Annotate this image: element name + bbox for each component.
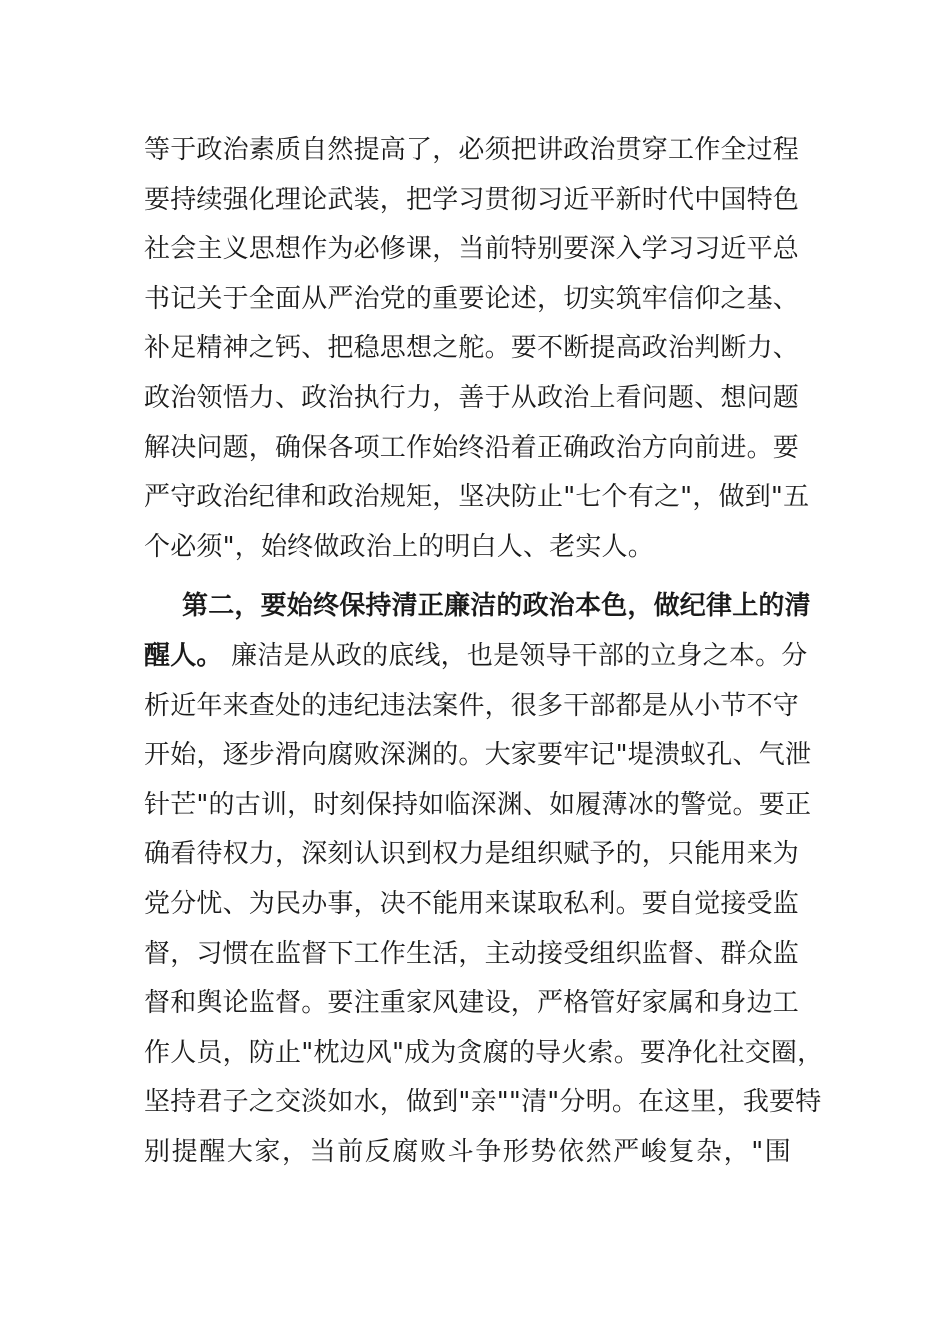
text-line: 针芒"的古训，时刻保持如临深渊、如履薄冰的警觉。要正 bbox=[144, 789, 812, 820]
text-line: 作人员，防止"枕边风"成为贪腐的导火索。要净化社交圈， bbox=[144, 1037, 824, 1068]
text-line: 解决问题，确保各项工作始终沿着正确政治方向前进。要 bbox=[144, 432, 800, 463]
text-line: 个必须"，始终做政治上的明白人、老实人。 bbox=[144, 531, 654, 562]
text-line: 确看待权力，深刻认识到权力是组织赋予的，只能用来为 bbox=[144, 839, 800, 870]
text-line: 督，习惯在监督下工作生活，主动接受组织监督、群众监 bbox=[144, 938, 800, 969]
text-line: 坚持君子之交淡如水，做到"亲""清"分明。在这里，我要特 bbox=[144, 1087, 822, 1118]
text-line: 督和舆论监督。要注重家风建设，严格管好家属和身边工 bbox=[144, 988, 800, 1019]
text-fragment: 廉洁是从政的底线，也是领导干部的立身之本。分 bbox=[222, 640, 808, 671]
text-line: 要持续强化理论武装，把学习贯彻习近平新时代中国特色 bbox=[144, 184, 800, 215]
text-line: 等于政治素质自然提高了，必须把讲政治贯穿工作全过程 bbox=[144, 135, 800, 165]
text-line: 政治领悟力、政治执行力，善于从政治上看问题、想问题 bbox=[144, 382, 800, 413]
text-line: 别提醒大家，当前反腐败斗争形势依然严峻复杂，"围 bbox=[144, 1136, 793, 1167]
paragraph-2 bbox=[144, 582, 824, 1177]
text-line: 社会主义思想作为必修课，当前特别要深入学习习近平总 bbox=[144, 234, 800, 265]
text-line: 补足精神之钙、把稳思想之舵。要不断提高政治判断力、 bbox=[144, 333, 800, 364]
text-line: 析近年来查处的违纪违法案件，很多干部都是从小节不守 bbox=[144, 690, 800, 721]
paragraph-1 bbox=[144, 126, 808, 572]
text-line: 党分忧、为民办事，决不能用来谋取私利。要自觉接受监 bbox=[144, 888, 800, 919]
section-heading-end: 醒人。 bbox=[144, 640, 223, 671]
paragraph-gap bbox=[144, 572, 808, 582]
text-line: 开始，逐步滑向腐败深渊的。大家要牢记"堤溃蚁孔、气泄 bbox=[144, 740, 812, 771]
text-line: 严守政治纪律和政治规矩，坚决防止"七个有之"，做到"五 bbox=[144, 482, 810, 513]
text-line bbox=[144, 632, 808, 682]
section-heading: 第二，要始终保持清正廉洁的政治本色，做纪律上的清 bbox=[182, 591, 811, 622]
document-body bbox=[144, 126, 824, 1177]
text-line: 书记关于全面从严治党的重要论述，切实筑牢信仰之基、 bbox=[144, 283, 800, 314]
